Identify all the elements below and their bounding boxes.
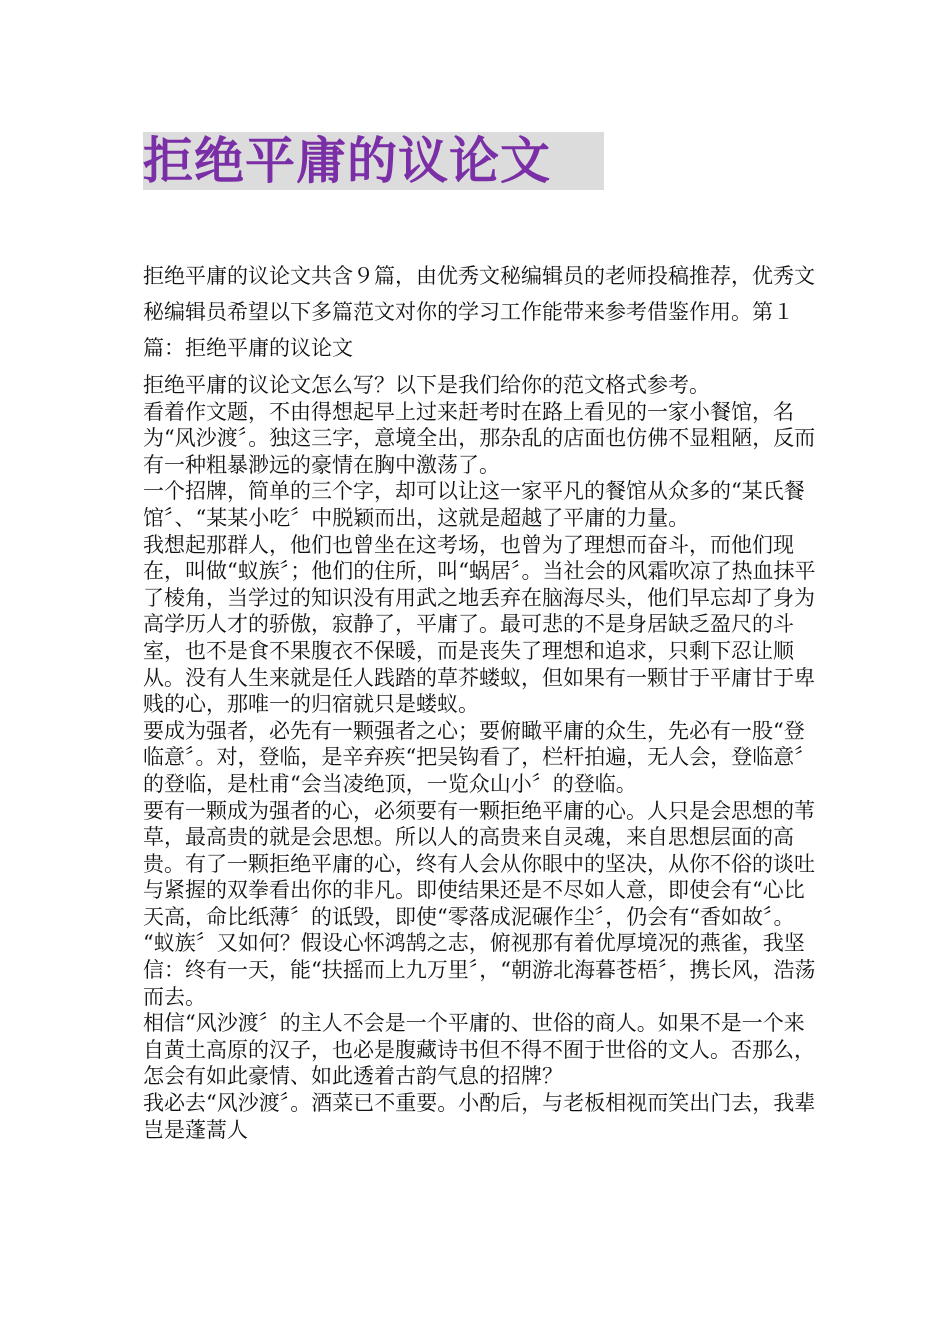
- paragraph: 拒绝平庸的议论文怎么写？以下是我们给你的范文格式参考。: [143, 373, 710, 397]
- paragraph: 要成为强者，必先有一颗强者之心；要俯瞰平庸的众生，先必有一股“登临意〞。对，登临，是辛弃疾“把吴钩看了，栏杆拍遍，无人会，登临意〞的登临，是杜甫“会当凌绝顶，一览众山小〞的登临。: [143, 718, 816, 796]
- title-highlight: [143, 132, 604, 190]
- paragraph: 一个招牌，简单的三个字，却可以让这一家平凡的餐馆从众多的“某氏餐馆〞、“某某小吃〞中脱颖而出，这就是超越了平庸的力量。: [143, 479, 805, 530]
- paragraph: 我必去“风沙渡〞。酒菜已不重要。小酌后，与老板相视而笑出门去，我辈岂是蓬蒿人: [143, 1091, 816, 1142]
- paragraph: “蚁族〞又如何？假设心怀鸿鹄之志，俯视那有着优厚境况的燕雀，我坚信：终有一天，能“扶摇而上九万里〞，“朝游北海暮苍梧〞，携长风，浩荡而去。: [143, 931, 816, 1009]
- intro-text: 拒绝平庸的议论文共含９篇，由优秀文秘编辑员的老师投稿推荐，优秀文秘编辑员希望以下多篇范文对你的学习工作能带来参考借鉴作用。第１篇：拒绝平庸的议论文: [143, 264, 815, 360]
- intro-paragraph: [143, 258, 823, 366]
- paragraph: 相信“风沙渡〞的主人不会是一个平庸的、世俗的商人。如果不是一个来自黄土高原的汉子，也必是腹藏诗书但不得不囿于世俗的文人。否那么，怎会有如此豪情、如此透着古韵气息的招牌？: [143, 1011, 815, 1089]
- page-title: 拒绝平庸的议论文: [143, 132, 551, 190]
- paragraph: 我想起那群人，他们也曾坐在这考场，也曾为了理想而奋斗，而他们现在，叫做“蚁族〞；他们的住所，叫“蜗居〞。当社会的风霜吹凉了热血抹平了棱角，当学过的知识没有用武之地丢弃在脑海尽头，他们早忘却了身为高学历人才的骄傲，寂静了，平庸了。最可悲的不是身居缺乏盈尺的斗室，也不是食不果腹衣不保暖，而是丧失了理想和追求，只剩下忍让顺从。没有人生来就是任人践踏的草芥蝼蚁，但如果有一颗甘于平庸甘于卑贱的心，那唯一的归宿就只是蝼蚁。: [143, 532, 816, 717]
- article-body: [143, 372, 825, 1143]
- paragraph: 看着作文题，不由得想起早上过来赶考时在路上看见的一家小餐馆，名为“风沙渡〞。独这三字，意境全出，那杂乱的店面也仿佛不显粗陋，反而有一种粗暴渺远的豪情在胸中激荡了。: [143, 399, 816, 477]
- paragraph: 要有一颗成为强者的心，必须要有一颗拒绝平庸的心。人只是会思想的苇草，最高贵的就是会思想。所以人的高贵来自灵魂，来自思想层面的高贵。有了一颗拒绝平庸的心，终有人会从你眼中的坚决，从你不俗的谈吐与紧握的双拳看出你的非凡。即使结果还是不尽如人意，即使会有“心比天高，命比纸薄〞的诋毁，即使“零落成泥碾作尘〞，仍会有“香如故〞。: [143, 798, 815, 929]
